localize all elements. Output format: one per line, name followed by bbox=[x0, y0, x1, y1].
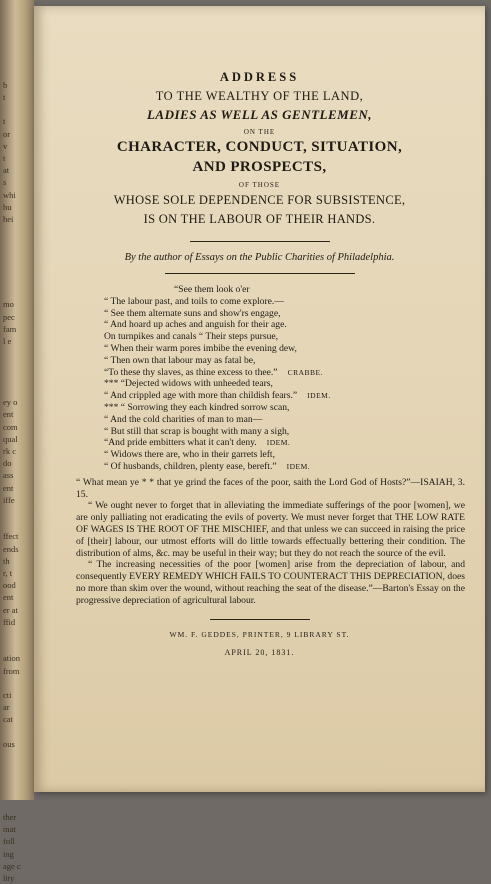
adjacent-page-fragment: rk c bbox=[3, 445, 16, 456]
adjacent-page-fragment: fam bbox=[3, 323, 17, 334]
page-content bbox=[34, 6, 485, 657]
poem-line bbox=[104, 390, 485, 402]
adjacent-page-fragment: ous bbox=[3, 738, 15, 749]
adjacent-page-fragment: lity bbox=[3, 873, 15, 884]
poem-line bbox=[104, 296, 485, 308]
poem-source: IDEM. bbox=[286, 461, 311, 471]
adjacent-page-fragment bbox=[3, 384, 33, 396]
adjacent-page-fragment: t bbox=[3, 116, 6, 127]
adjacent-page-fragment bbox=[3, 262, 33, 274]
poem-line bbox=[104, 355, 485, 367]
adjacent-page-fragment: ent bbox=[3, 409, 14, 420]
adjacent-page-fragment bbox=[3, 274, 33, 286]
adjacent-page-fragment: mat bbox=[3, 824, 16, 835]
barton-quote: “ The increasing necessities of the poor [women] arise from the depreciation of labour, and consequently EVERY REMEDY WHICH FAILS TO COUNTERACT THIS DEPRECIATION, does no more than skim over the wound, without reaching the seat of the disease.”—Barton's Essay on the progressive depreciation of agricultural labour. bbox=[76, 559, 465, 606]
adjacent-page-fragment bbox=[3, 640, 33, 652]
adjacent-page-fragment: ent bbox=[3, 592, 14, 603]
adjacent-page-fragment: ing bbox=[3, 848, 14, 859]
poem-line bbox=[104, 426, 485, 438]
adjacent-page-fragment: at bbox=[3, 165, 10, 176]
adjacent-page-fragment bbox=[3, 347, 33, 359]
adjacent-page-fragment: or bbox=[3, 128, 11, 139]
poem-line-text: “ And crippled age with more than childish fears.” bbox=[104, 390, 298, 402]
adjacent-page-text bbox=[3, 30, 33, 884]
poem-line-text: *** “Dejected widows with unheeded tears, bbox=[104, 378, 273, 390]
adjacent-page-fragment: age c bbox=[3, 860, 21, 871]
title-page bbox=[34, 6, 485, 792]
printer-imprint: WM. F. GEDDES, PRINTER, 9 LIBRARY ST. bbox=[169, 629, 350, 639]
adjacent-page-fragment bbox=[3, 677, 33, 689]
adjacent-page-fragment bbox=[3, 359, 33, 371]
adjacent-page-fragment bbox=[3, 237, 33, 249]
adjacent-page-fragment: whi bbox=[3, 189, 16, 200]
poem-source: CRABBE. bbox=[287, 367, 323, 377]
byline: By the author of Essays on the Public Charities of Philadelphia. bbox=[124, 252, 395, 263]
adjacent-page-fragment: ent bbox=[3, 482, 14, 493]
adjacent-page-fragment bbox=[3, 225, 33, 237]
divider bbox=[165, 273, 355, 274]
adjacent-page-fragment: r, t bbox=[3, 567, 13, 578]
adjacent-page-fragment bbox=[3, 54, 33, 66]
adjacent-page-fragment: ass bbox=[3, 470, 14, 481]
adjacent-page-fragment bbox=[3, 30, 33, 42]
poem-line-text: “See them look o'er bbox=[174, 284, 250, 295]
adjacent-page-fragment: ffect bbox=[3, 531, 19, 542]
adjacent-page-fragment: l e bbox=[3, 336, 12, 347]
poem-line-text: “ Then own that labour may as fatal be, bbox=[104, 354, 256, 366]
divider bbox=[210, 619, 310, 620]
title-ladies: LADIES AS WELL AS GENTLEMEN, bbox=[146, 107, 373, 122]
poem-line-text: “And pride embitters what it can't deny. bbox=[104, 437, 257, 449]
isaiah-quote: “ What mean ye * * that ye grind the faces of the poor, saith the Lord God of Hosts?”—ISAIAH, 3. 15. bbox=[76, 476, 465, 500]
adjacent-page-fragment: b bbox=[3, 79, 8, 90]
adjacent-page-fragment: t bbox=[3, 153, 6, 164]
adjacent-page-fragment bbox=[3, 774, 33, 786]
adjacent-page-fragment: pec bbox=[3, 311, 15, 322]
adjacent-page-fragment bbox=[3, 286, 33, 298]
title-of-those: OF THOSE bbox=[238, 181, 281, 189]
poem-line bbox=[104, 437, 485, 449]
poem-line bbox=[104, 331, 485, 343]
title-prospects: AND PROSPECTS, bbox=[192, 159, 327, 175]
adjacent-page-fragment: ation bbox=[3, 653, 20, 664]
adjacent-page-fragment: do bbox=[3, 458, 12, 469]
poem-line-text: “ See them alternate suns and show'rs engage, bbox=[104, 307, 281, 319]
poem-epigraph bbox=[104, 284, 485, 473]
poem-line bbox=[104, 414, 485, 426]
title-labour: IS ON THE LABOUR OF THEIR HANDS. bbox=[143, 212, 376, 226]
adjacent-page-fragment: th bbox=[3, 555, 10, 566]
adjacent-page-fragment: v bbox=[3, 140, 8, 151]
poem-line-text: “ Of husbands, children, plenty ease, bereft.” bbox=[104, 460, 277, 472]
adjacent-page-fragment: from bbox=[3, 665, 20, 676]
poem-source: IDEM. bbox=[266, 438, 291, 448]
poem-line bbox=[104, 461, 485, 473]
adjacent-page-fragment bbox=[3, 787, 33, 799]
poem-line-text: “ But still that scrap is bought with many a sigh, bbox=[104, 425, 290, 437]
poem-line-text: “ And hoard up aches and anguish for their age. bbox=[104, 319, 287, 331]
poem-line-text: *** “ Sorrowing they each kindred sorrow scan, bbox=[104, 401, 290, 413]
poem-line-text: “ The labour past, and toils to come explore.— bbox=[104, 295, 284, 307]
adjacent-page-fragment: s bbox=[3, 177, 7, 188]
adjacent-page-fragment: ey o bbox=[3, 397, 18, 408]
adjacent-page-fragment bbox=[3, 799, 33, 811]
adjacent-page-fragment: ends bbox=[3, 543, 19, 554]
adjacent-page-fragment bbox=[3, 103, 33, 115]
adjacent-page-fragment bbox=[3, 518, 33, 530]
adjacent-page-fragment: iffe bbox=[3, 494, 15, 505]
poem-line bbox=[104, 343, 485, 355]
divider bbox=[190, 241, 330, 242]
adjacent-page-fragment: ood bbox=[3, 580, 16, 591]
poem-line bbox=[104, 402, 485, 414]
poem-line bbox=[104, 319, 485, 331]
adjacent-page-fragment: hei bbox=[3, 214, 14, 225]
poem-line bbox=[104, 308, 485, 320]
adjacent-page-fragment: cti bbox=[3, 689, 12, 700]
title-on-the: ON THE bbox=[243, 128, 276, 136]
poem-line-text: “To these thy slaves, as thine excess to thee.” bbox=[104, 366, 278, 378]
adjacent-page-fragment bbox=[3, 628, 33, 640]
adjacent-page-edge bbox=[0, 0, 34, 884]
prose-epigraphs bbox=[76, 477, 465, 607]
adjacent-page-fragment: foll bbox=[3, 836, 15, 847]
adjacent-page-fragment: er at bbox=[3, 604, 18, 615]
adjacent-page-fragment: ar bbox=[3, 702, 10, 713]
adjacent-page-fragment bbox=[3, 67, 33, 79]
poem-line-text: “ And the cold charities of man to man— bbox=[104, 413, 263, 425]
poem-line bbox=[104, 378, 485, 390]
title-address: ADDRESS bbox=[219, 70, 300, 84]
poem-source: IDEM. bbox=[307, 391, 331, 401]
adjacent-page-fragment bbox=[3, 250, 33, 262]
adjacent-page-fragment: mo bbox=[3, 299, 14, 310]
adjacent-page-fragment: hu bbox=[3, 201, 12, 212]
adjacent-page-fragment bbox=[3, 42, 33, 54]
adjacent-page-fragment bbox=[3, 726, 33, 738]
poem-line-text: On turnpikes and canals “ Their steps pursue, bbox=[104, 331, 279, 343]
adjacent-page-fragment: cat bbox=[3, 714, 13, 725]
poem-line-text: “ When their warm pores imbibe the evening dew, bbox=[104, 342, 297, 354]
adjacent-page-fragment: com bbox=[3, 421, 18, 432]
poem-line bbox=[104, 367, 485, 379]
poem-line-text: “ Widows there are, who in their garrets left, bbox=[104, 449, 275, 461]
adjacent-page-fragment: t bbox=[3, 92, 6, 103]
title-character: CHARACTER, CONDUCT, SITUATION, bbox=[116, 139, 403, 155]
title-dependence: WHOSE SOLE DEPENDENCE FOR SUBSISTENCE, bbox=[113, 193, 406, 207]
adjacent-page-fragment: ther bbox=[3, 812, 17, 822]
wages-quote: “ We ought never to forget that in alleviating the immediate sufferings of the poor [women], we are only palliating not eradicating the evils of poverty. We must never forget that THE LOW RATE OF WAGES IS THE ROOT OF THE MISCHIEF, and that unless we can succeed in raising the price of [their] labour, our utmost efforts will do little towards effectually bettering their condition. The distribution of alms, &c. may be useful in their way; but they do not reach the source of the evil. bbox=[76, 500, 465, 559]
poem-line bbox=[104, 284, 485, 296]
publication-date: APRIL 20, 1831. bbox=[224, 647, 295, 657]
adjacent-page-fragment bbox=[3, 750, 33, 762]
poem-line bbox=[104, 449, 485, 461]
title-wealthy: TO THE WEALTHY OF THE LAND, bbox=[155, 89, 364, 103]
adjacent-page-fragment bbox=[3, 762, 33, 774]
adjacent-page-fragment bbox=[3, 372, 33, 384]
adjacent-page-fragment: qual bbox=[3, 433, 18, 444]
adjacent-page-fragment bbox=[3, 506, 33, 518]
adjacent-page-fragment: ffid bbox=[3, 616, 16, 627]
